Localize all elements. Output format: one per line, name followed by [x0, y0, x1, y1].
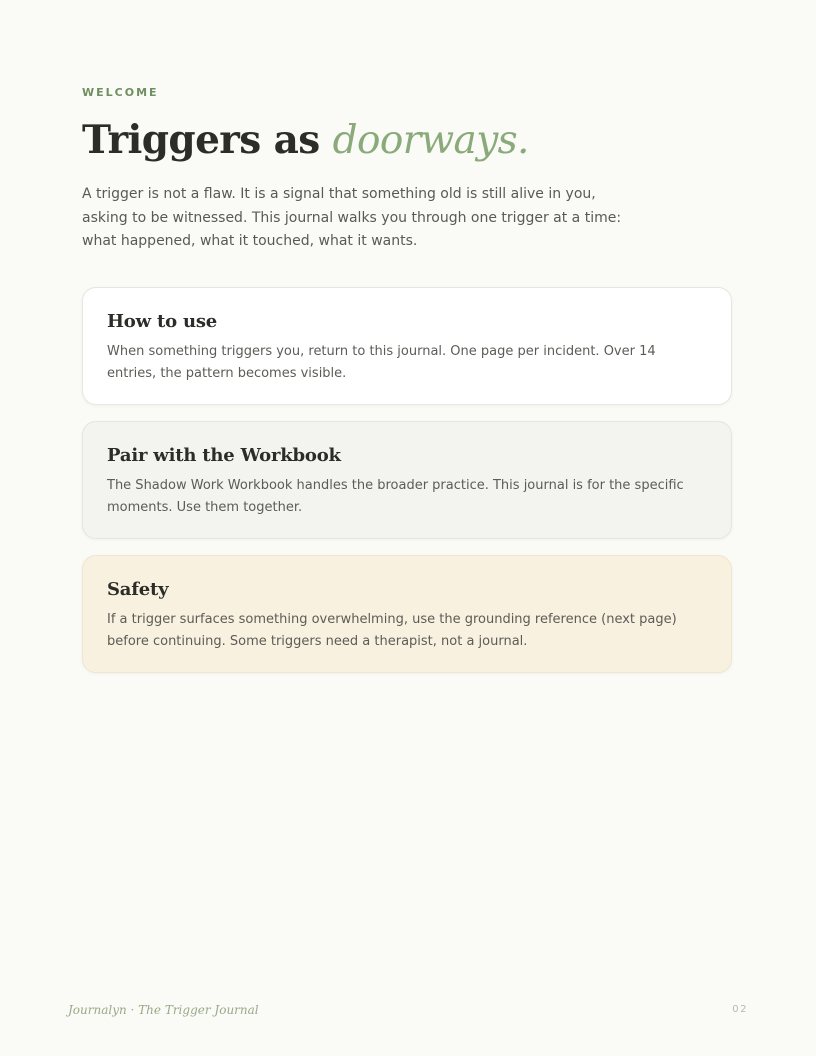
card-body: The Shadow Work Workbook handles the broader practice. This journal is for the specific moments. Use them together. — [107, 478, 684, 515]
card-body: When something triggers you, return to this journal. One page per incident. Over 14 entries, the pattern becomes visible. — [107, 344, 656, 381]
page-number: 02 — [732, 1004, 748, 1015]
footer-brand: Journalyn · The Trigger Journal — [68, 1003, 259, 1017]
card-pair-with-workbook — [82, 421, 732, 539]
eyebrow-label: WELCOME — [82, 86, 159, 99]
card-how-to-use — [82, 287, 732, 405]
intro-paragraph: A trigger is not a flaw. It is a signal that something old is still alive in you, asking to be witnessed. This journal walks you through one trigger at a time: what happened, what it touched, what it wants. — [82, 186, 622, 249]
card-heading: Pair with the Workbook — [107, 445, 341, 466]
page-title — [82, 114, 529, 167]
card-heading: How to use — [107, 311, 218, 332]
card-safety — [82, 555, 732, 673]
card-heading: Safety — [107, 579, 169, 600]
card-body: If a trigger surfaces something overwhelming, use the grounding reference (next page) before continuing. Some triggers need a therapist, not a journal. — [107, 612, 677, 649]
page-title-accent: doorways. — [332, 118, 529, 163]
page-title-main: Triggers as — [82, 117, 333, 163]
